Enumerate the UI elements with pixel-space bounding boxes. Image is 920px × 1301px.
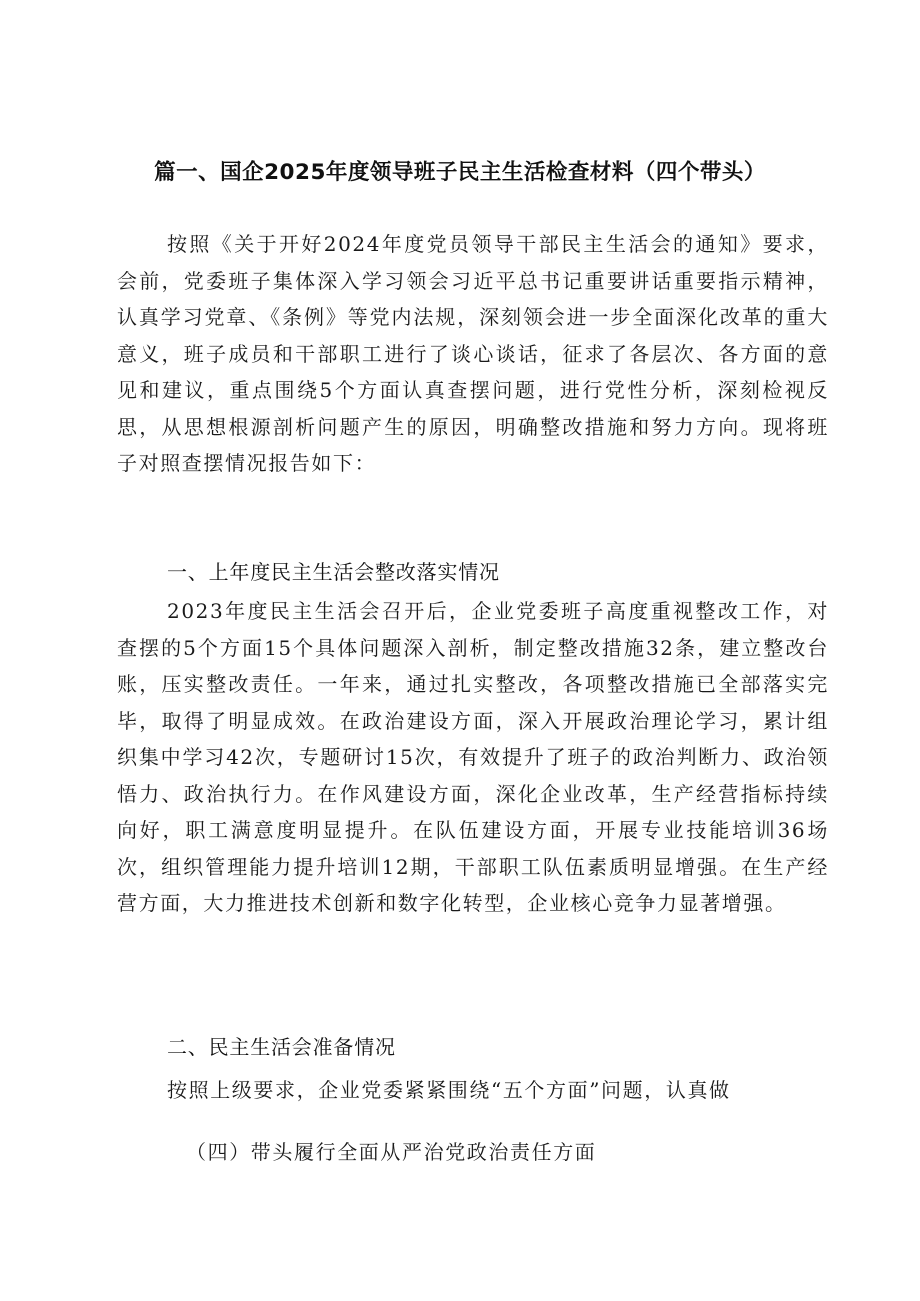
- intro-paragraph: 按照《关于开好2024年度党员领导干部民主生活会的通知》要求，会前，党委班子集体深入学习领会习近平总书记重要讲话重要指示精神，认真学习党章、《条例》等党内法规，深刻领会进一步全面深化改革的重大意义，班子成员和干部职工进行了谈心谈话，征求了各层次、各方面的意见和建议，重点围绕5个方面认真查摆问题，进行党性分析，深刻检视反思，从思想根源剖析问题产生的原因，明确整改措施和努力方向。现将班子对照查摆情况报告如下：: [117, 232, 829, 475]
- section1-paragraph: 2023年度民主生活会召开后，企业党委班子高度重视整改工作，对查摆的5个方面15个具体问题深入剖析，制定整改措施32条，建立整改台账，压实整改责任。一年来，通过扎实整改，各项整改措施已全部落实完毕，取得了明显成效。在政治建设方面，深入开展政治理论学习，累计组织集中学习42次，专题研讨15次，有效提升了班子的政治判断力、政治领悟力、政治执行力。在作风建设方面，深化企业改革，生产经营指标持续向好，职工满意度明显提升。在队伍建设方面，开展专业技能培训36场次，组织管理能力提升培训12期，干部职工队伍素质明显增强。在生产经营方面，大力推进技术创新和数字化转型，企业核心竞争力显著增强。: [117, 599, 829, 915]
- section2-paragraph: 按照上级要求，企业党委紧紧围绕“五个方面”问题，认真做: [167, 1078, 731, 1102]
- document-title: 篇一、国企2025年度领导班子民主生活检查材料（四个带头）: [154, 160, 766, 185]
- section2-heading: 二、民主生活会准备情况: [167, 1035, 396, 1059]
- section1-heading: 一、上年度民主生活会整改落实情况: [167, 560, 500, 584]
- subsection-heading: （四）带头履行全面从严治党政治责任方面: [186, 1140, 597, 1164]
